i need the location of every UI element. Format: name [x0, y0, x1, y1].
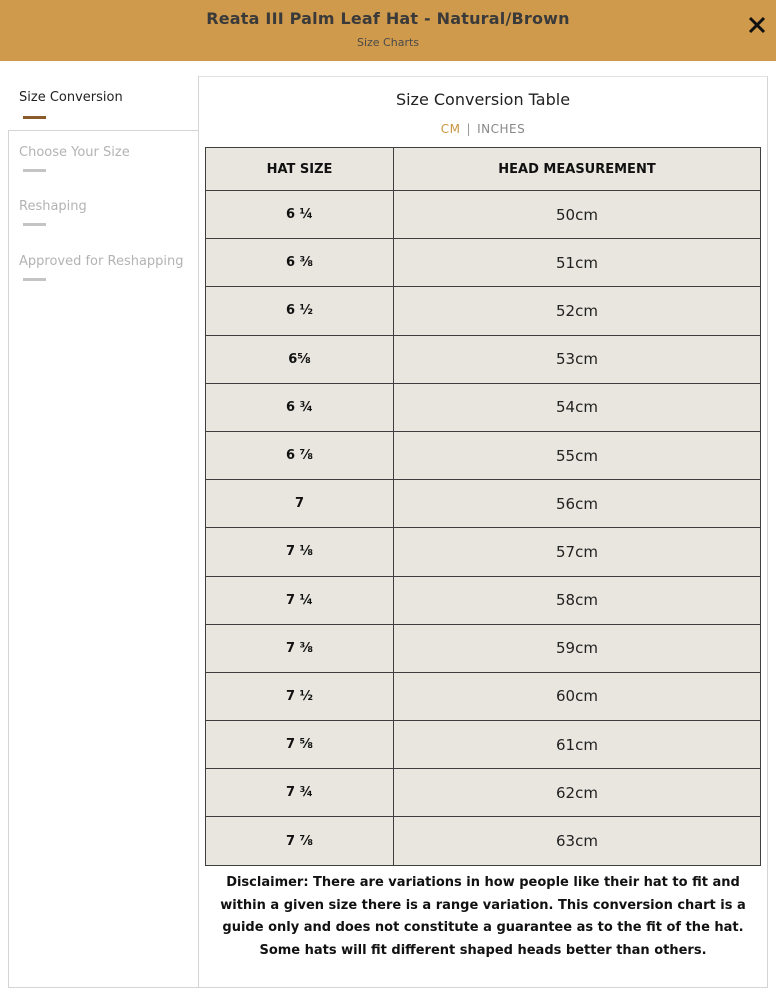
hat-size-cell: 7 ⅜ — [206, 624, 394, 672]
table-row — [206, 721, 761, 769]
table-row — [206, 383, 761, 431]
hat-size-cell: 6 ¼ — [206, 191, 394, 239]
table-row — [206, 769, 761, 817]
table-row — [206, 817, 761, 865]
tab-reshaping[interactable] — [19, 199, 87, 214]
tab-label: Size Conversion — [19, 90, 123, 105]
head-measurement-cell: 63cm — [394, 817, 761, 865]
unit-separator: | — [466, 122, 472, 136]
hat-size-cell: 7 ⅛ — [206, 528, 394, 576]
content-divider — [198, 131, 199, 988]
head-measurement-cell: 59cm — [394, 624, 761, 672]
head-measurement-cell: 50cm — [394, 191, 761, 239]
tab-indicator — [23, 169, 46, 172]
modal-header — [0, 0, 776, 61]
unit-inches-button[interactable]: INCHES — [477, 122, 526, 136]
head-measurement-cell: 58cm — [394, 576, 761, 624]
head-measurement-cell: 54cm — [394, 383, 761, 431]
table-row — [206, 576, 761, 624]
tab-label: Approved for Reshapping — [19, 254, 184, 269]
table-row — [206, 528, 761, 576]
hat-size-cell: 7 ½ — [206, 672, 394, 720]
tab-indicator — [23, 278, 46, 281]
modal-subtitle: Size Charts — [356, 36, 420, 49]
hat-size-cell: 6 ⅞ — [206, 431, 394, 479]
product-title: Reata III Palm Leaf Hat - Natural/Brown — [206, 9, 570, 28]
head-measurement-cell: 57cm — [394, 528, 761, 576]
hat-size-cell: 6 ¾ — [206, 383, 394, 431]
head-measurement-cell: 61cm — [394, 721, 761, 769]
column-header-hat-size: HAT SIZE — [206, 148, 394, 191]
size-conversion-table — [205, 147, 761, 866]
head-measurement-cell: 52cm — [394, 287, 761, 335]
unit-toggle — [205, 122, 761, 136]
hat-size-cell: 6⅝ — [206, 335, 394, 383]
tab-choose-your-size[interactable] — [19, 145, 130, 160]
hat-size-cell: 7 ⅝ — [206, 721, 394, 769]
tab-label: Choose Your Size — [19, 145, 130, 160]
tab-label: Reshaping — [19, 199, 87, 214]
tab-indicator — [23, 223, 46, 226]
table-row — [206, 239, 761, 287]
tab-approved-for-reshapping[interactable] — [19, 254, 184, 269]
head-measurement-cell: 62cm — [394, 769, 761, 817]
unit-cm-button[interactable]: CM — [440, 122, 461, 136]
head-measurement-cell: 60cm — [394, 672, 761, 720]
close-icon — [746, 14, 768, 36]
head-measurement-cell: 51cm — [394, 239, 761, 287]
table-row — [206, 335, 761, 383]
tab-size-conversion[interactable] — [8, 76, 199, 131]
head-measurement-cell: 53cm — [394, 335, 761, 383]
close-button[interactable] — [746, 14, 768, 36]
table-title: Size Conversion Table — [395, 90, 571, 109]
table-row — [206, 624, 761, 672]
table-row — [206, 672, 761, 720]
hat-size-cell: 7 ⅞ — [206, 817, 394, 865]
table-row — [206, 191, 761, 239]
hat-size-cell: 6 ⅜ — [206, 239, 394, 287]
table-header-row — [206, 148, 761, 191]
active-tab-indicator — [23, 116, 46, 119]
table-row — [206, 287, 761, 335]
column-header-head-measurement: HEAD MEASUREMENT — [394, 148, 761, 191]
hat-size-cell: 6 ½ — [206, 287, 394, 335]
disclaimer-text: Disclaimer: There are variations in how people like their hat to fit and within a given size there is a range variation. This conversion chart is a guide only and does not constitute a guarantee as to the fit of the hat. Some hats will fit different shaped heads better than others. — [220, 875, 746, 958]
table-row — [206, 431, 761, 479]
hat-size-cell: 7 — [206, 480, 394, 528]
head-measurement-cell: 55cm — [394, 431, 761, 479]
head-measurement-cell: 56cm — [394, 480, 761, 528]
table-row — [206, 480, 761, 528]
hat-size-cell: 7 ¼ — [206, 576, 394, 624]
hat-size-cell: 7 ¾ — [206, 769, 394, 817]
